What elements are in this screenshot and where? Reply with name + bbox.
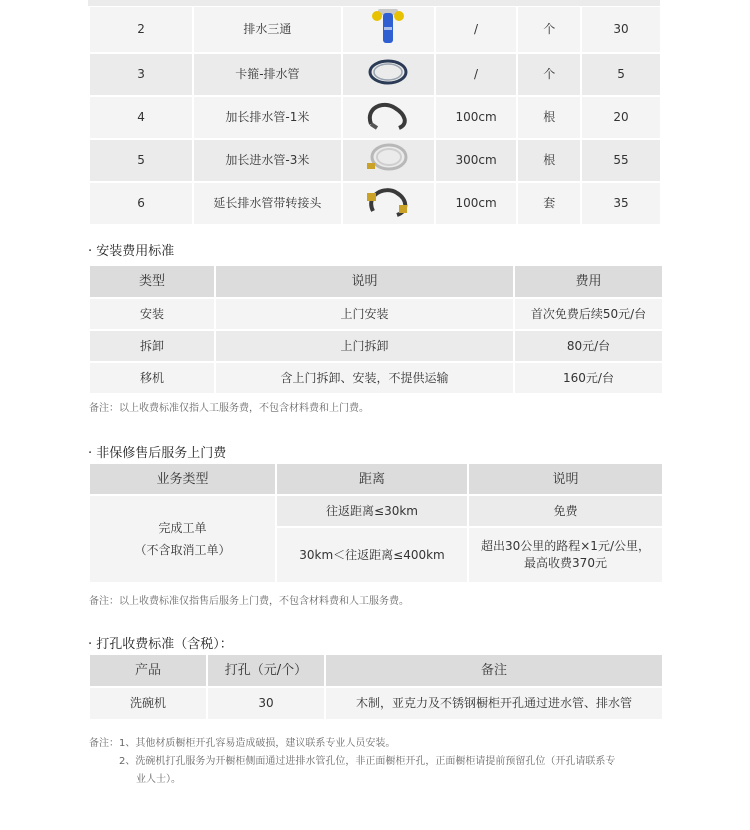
- parts-table: [88, 5, 662, 226]
- drilling-fee-table: [88, 653, 664, 721]
- business-type-line1: 完成工单: [158, 520, 207, 535]
- table-row: [90, 496, 662, 526]
- fee-amount: 80元/台: [515, 331, 662, 361]
- part-name: 加长排水管-1米: [194, 97, 341, 138]
- table-row: [90, 688, 662, 719]
- drain-hose-icon: [343, 97, 434, 138]
- part-price: 35: [582, 183, 660, 224]
- business-type-cell: [90, 496, 275, 582]
- part-price: 20: [582, 97, 660, 138]
- row-number: 2: [90, 7, 192, 52]
- part-spec: /: [436, 54, 517, 95]
- distance-cell: 30km＜往返距离≤400km: [277, 528, 467, 582]
- part-unit: 个: [518, 54, 580, 95]
- row-number: 5: [90, 140, 192, 181]
- header-distance: 距离: [277, 464, 467, 494]
- fee-type: 安装: [90, 299, 214, 329]
- inlet-hose-icon: [343, 140, 434, 181]
- table-header: [90, 655, 662, 686]
- drain-tee-icon: [343, 7, 434, 52]
- part-unit: 个: [518, 7, 580, 52]
- table-row: [90, 54, 660, 95]
- header-remark: 备注: [326, 655, 662, 686]
- service-fee-table: [88, 462, 664, 584]
- part-price: 30: [582, 7, 660, 52]
- part-name: 排水三通: [194, 7, 341, 52]
- fee-type: 移机: [90, 363, 214, 393]
- part-price: 55: [582, 140, 660, 181]
- header-type: 类型: [90, 266, 214, 297]
- fee-desc: 上门拆卸: [216, 331, 513, 361]
- fee-amount: 首次免费后续50元/台: [515, 299, 662, 329]
- table-row: [90, 7, 660, 52]
- table-row: [90, 299, 662, 329]
- part-price: 5: [582, 54, 660, 95]
- header-business-type: 业务类型: [90, 464, 275, 494]
- drilling-note-line2: 2、洗碗机打孔服务为开橱柜侧面通过进排水管孔位，非正面橱柜开孔，正面橱柜请提前预留孔位（开孔请联系专: [119, 756, 616, 767]
- part-unit: 根: [518, 97, 580, 138]
- header-fee: 费用: [515, 266, 662, 297]
- table-row: [90, 97, 660, 138]
- service-desc-line1: 超出30公里的路程×1元/公里，: [480, 539, 650, 553]
- header-product: 产品: [90, 655, 206, 686]
- service-desc: [469, 528, 662, 582]
- row-number: 4: [90, 97, 192, 138]
- table-row: [90, 140, 660, 181]
- part-spec: 300cm: [436, 140, 517, 181]
- install-fee-table: [88, 264, 664, 395]
- part-name: 卡箍-排水管: [194, 54, 341, 95]
- header-desc: 说明: [469, 464, 662, 494]
- drill-remark: 木制，亚克力及不锈钢橱柜开孔通过进水管、排水管: [326, 688, 662, 719]
- service-desc-line1: 免费: [553, 503, 578, 518]
- fee-desc: 含上门拆卸、安装，不提供运输: [216, 363, 513, 393]
- product-name: 洗碗机: [90, 688, 206, 719]
- part-unit: 套: [518, 183, 580, 224]
- service-section-title: · 非保修售后服务上门费: [88, 446, 227, 461]
- part-unit: 根: [518, 140, 580, 181]
- fee-type: 拆卸: [90, 331, 214, 361]
- drill-price: 30: [208, 688, 324, 719]
- part-spec: 100cm: [436, 97, 517, 138]
- drilling-section-title: · 打孔收费标准（含税）：: [88, 637, 233, 652]
- part-name: 加长进水管-3米: [194, 140, 341, 181]
- fee-desc: 上门安装: [216, 299, 513, 329]
- service-desc-line2: 最高收费370元: [524, 556, 607, 570]
- part-spec: 100cm: [436, 183, 517, 224]
- install-note: 备注：以上收费标准仅指人工服务费，不包含材料费和上门费。: [89, 403, 369, 414]
- distance-cell: 往返距离≤30km: [277, 496, 467, 526]
- row-number: 3: [90, 54, 192, 95]
- table-header: [90, 266, 662, 297]
- service-note: 备注：以上收费标准仅指售后服务上门费，不包含材料费和人工服务费。: [89, 596, 409, 607]
- install-section-title: · 安装费用标准: [88, 244, 175, 259]
- hose-clamp-icon: [343, 54, 434, 95]
- header-desc: 说明: [216, 266, 513, 297]
- part-spec: /: [436, 7, 517, 52]
- drilling-note-line1: 备注：1、其他材质橱柜开孔容易造成破损，建议联系专业人员安装。: [89, 738, 396, 749]
- business-type-line2: （不含取消工单）: [134, 542, 231, 557]
- drain-hose-adapter-icon: [343, 183, 434, 224]
- table-row: [90, 331, 662, 361]
- service-desc: [469, 496, 662, 526]
- table-row: [90, 363, 662, 393]
- drilling-note-line3: 业人士）。: [136, 774, 181, 785]
- table-header: [90, 464, 662, 494]
- table-row: [90, 183, 660, 224]
- header-drill-price: 打孔（元/个）: [208, 655, 324, 686]
- part-name: 延长排水管带转接头: [194, 183, 341, 224]
- fee-amount: 160元/台: [515, 363, 662, 393]
- row-number: 6: [90, 183, 192, 224]
